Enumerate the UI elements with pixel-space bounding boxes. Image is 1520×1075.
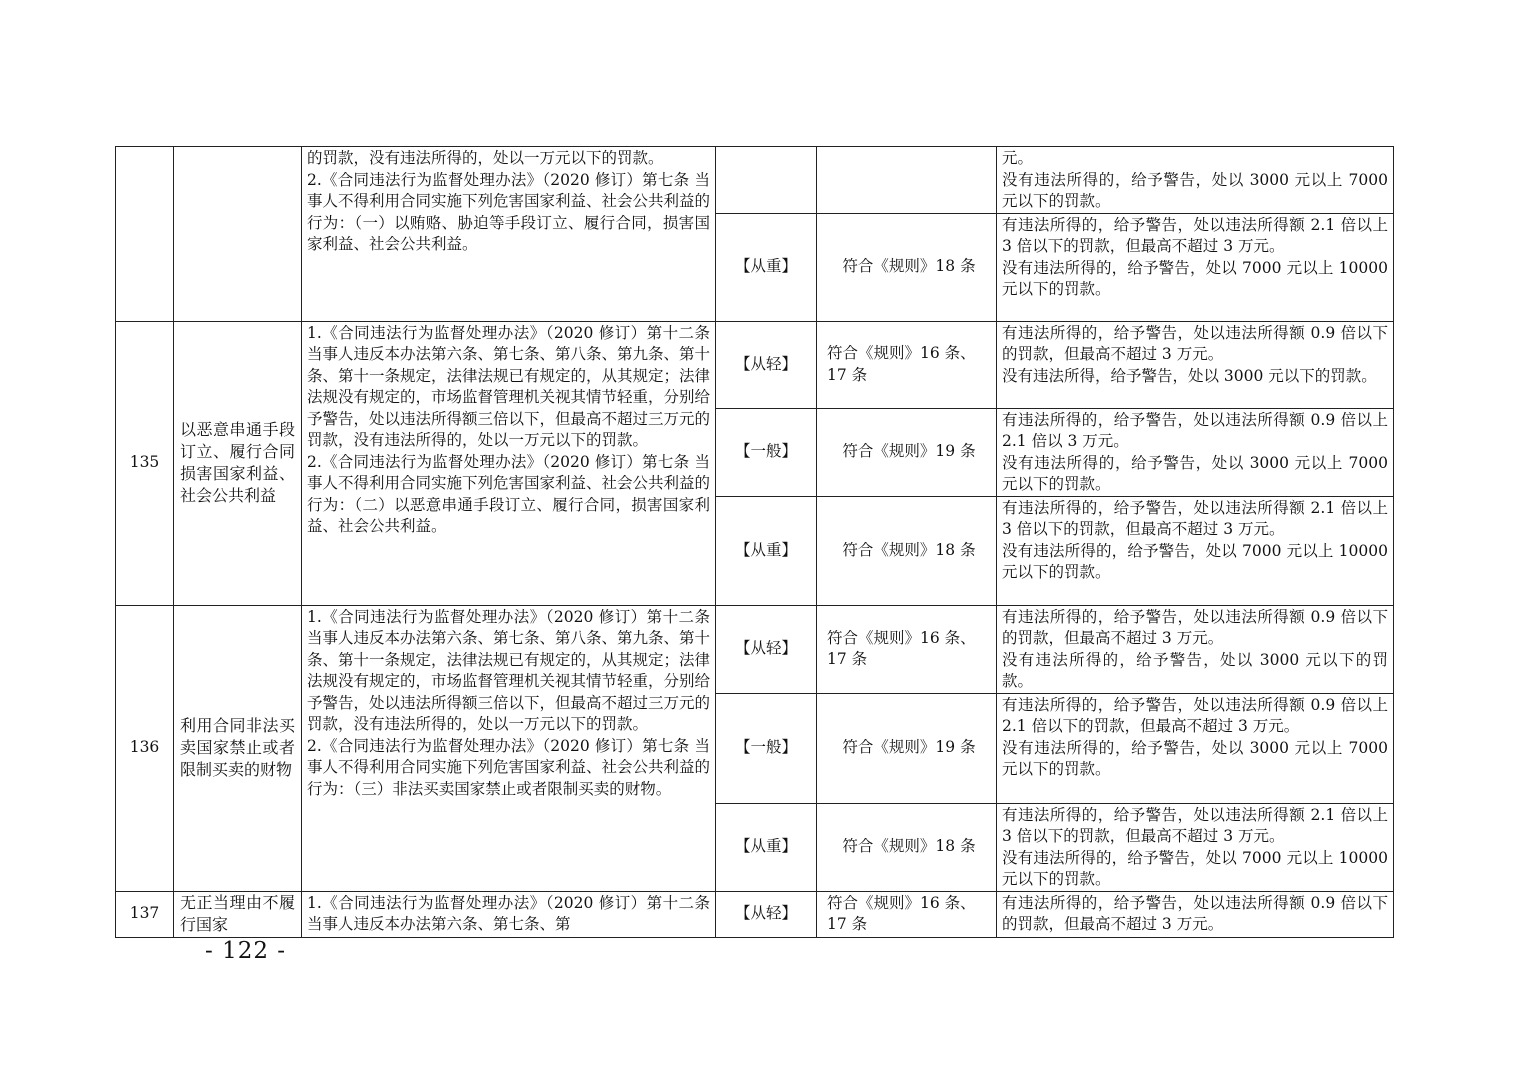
row-number xyxy=(116,147,174,322)
row-number: 137 xyxy=(116,891,174,937)
applicable-rule: 符合《规则》16 条、17 条 xyxy=(817,891,997,937)
discretion-level: 【从重】 xyxy=(716,803,817,891)
legal-basis xyxy=(302,147,716,322)
discretion-level xyxy=(716,147,817,214)
legal-paragraph: 2.《合同违法行为监督处理办法》（2020 修订）第七条 当事人不得利用合同实施下列危害国家利益、社会公共利益的行为：（二）以恶意串通手段订立、履行合同，损害国家利益、社会公共利益。 xyxy=(307,452,711,535)
penalty-line: 有违法所得的，给予警告，处以违法所得额 0.9 倍以上 2.1 倍以下的罚款，但最高不超过 3 万元。 xyxy=(1002,695,1388,735)
violation-name xyxy=(174,147,302,322)
table-row xyxy=(116,321,1394,408)
discretion-level: 【一般】 xyxy=(716,408,817,496)
legal-paragraph: 1.《合同违法行为监督处理办法》（2020 修订）第十二条 当事人违反本办法第六条、第七条、第八条、第九条、第十条、第十一条规定，法律法规已有规定的，从其规定；法律法规没有规定的，市场监督管理机关视其情节轻重，分别给予警告，处以违法所得额三倍以下，但最高不超过三万元的罚款，没有违法所得的，处以一万元以下的罚款。 xyxy=(307,607,711,733)
penalty-line: 没有违法所得的，给予警告，处以 7000 元以上 10000 元以下的罚款。 xyxy=(1002,848,1388,888)
table-row xyxy=(116,147,1394,214)
penalty-line: 没有违法所得的，给予警告，处以 3000 元以上 7000 元以下的罚款。 xyxy=(1002,170,1388,210)
penalty-standard xyxy=(997,605,1394,693)
applicable-rule xyxy=(817,147,997,214)
legal-basis xyxy=(302,321,716,605)
applicable-rule: 符合《规则》16 条、17 条 xyxy=(817,321,997,408)
penalty-line: 没有违法所得的，给予警告，处以 7000 元以上 10000 元以下的罚款。 xyxy=(1002,258,1388,298)
table-row xyxy=(116,605,1394,693)
penalty-line: 有违法所得的，给予警告，处以违法所得额 0.9 倍以下的罚款，但最高不超过 3 万元。 xyxy=(1002,893,1388,933)
penalty-line: 有违法所得的，给予警告，处以违法所得额 0.9 倍以下的罚款，但最高不超过 3 万元。 xyxy=(1002,323,1388,363)
table-row xyxy=(116,891,1394,937)
legal-basis xyxy=(302,605,716,891)
row-number: 136 xyxy=(116,605,174,891)
penalty-line: 元。 xyxy=(1002,149,1034,167)
penalty-line: 没有违法所得的，给予警告，处以 3000 元以下的罚款。 xyxy=(1002,650,1388,690)
penalty-line: 有违法所得的，给予警告，处以违法所得额 2.1 倍以上 3 倍以下的罚款，但最高不超过 3 万元。 xyxy=(1002,805,1388,845)
page-number: - 122 - xyxy=(205,938,287,964)
applicable-rule: 符合《规则》18 条 xyxy=(817,213,997,321)
legal-paragraph: 2.《合同违法行为监督处理办法》（2020 修订）第七条 当事人不得利用合同实施下列危害国家利益、社会公共利益的行为：（三）非法买卖国家禁止或者限制买卖的财物。 xyxy=(307,736,711,798)
penalty-standard xyxy=(997,321,1394,408)
legal-paragraph: 的罚款，没有违法所得的，处以一万元以下的罚款。 xyxy=(307,149,664,167)
applicable-rule: 符合《规则》16 条、17 条 xyxy=(817,605,997,693)
discretion-level: 【从轻】 xyxy=(716,891,817,937)
penalty-line: 没有违法所得的，给予警告，处以 7000 元以上 10000 元以下的罚款。 xyxy=(1002,541,1388,581)
applicable-rule: 符合《规则》18 条 xyxy=(817,803,997,891)
penalty-line: 没有违法所得的，给予警告，处以 3000 元以上 7000 元以下的罚款。 xyxy=(1002,738,1388,778)
penalty-standard xyxy=(997,693,1394,803)
discretion-level: 【从轻】 xyxy=(716,321,817,408)
row-number: 135 xyxy=(116,321,174,605)
penalty-standards-table xyxy=(115,146,1394,938)
legal-paragraph: 1.《合同违法行为监督处理办法》（2020 修订）第十二条 当事人违反本办法第六条、第七条、第 xyxy=(307,893,710,933)
legal-paragraph: 2.《合同违法行为监督处理办法》（2020 修订）第七条 当事人不得利用合同实施下列危害国家利益、社会公共利益的行为：（一）以贿赂、胁迫等手段订立、履行合同，损害国家利益、社会公共利益。 xyxy=(307,170,711,253)
applicable-rule: 符合《规则》19 条 xyxy=(817,693,997,803)
penalty-line: 有违法所得的，给予警告，处以违法所得额 2.1 倍以上 3 倍以下的罚款，但最高不超过 3 万元。 xyxy=(1002,215,1388,255)
penalty-line: 有违法所得的，给予警告，处以违法所得额 0.9 倍以上 2.1 倍以 3 万元。 xyxy=(1002,410,1388,450)
applicable-rule: 符合《规则》18 条 xyxy=(817,496,997,605)
discretion-level: 【一般】 xyxy=(716,693,817,803)
discretion-level: 【从轻】 xyxy=(716,605,817,693)
penalty-line: 有违法所得的，给予警告，处以违法所得额 2.1 倍以上 3 倍以下的罚款，但最高不超过 3 万元。 xyxy=(1002,498,1388,538)
penalty-standard xyxy=(997,213,1394,321)
penalty-standard xyxy=(997,496,1394,605)
violation-name: 无正当理由不履行国家 xyxy=(174,891,302,937)
violation-name: 以恶意串通手段订立、履行合同损害国家利益、社会公共利益 xyxy=(174,321,302,605)
penalty-line: 没有违法所得，给予警告，处以 3000 元以下的罚款。 xyxy=(1002,366,1377,385)
penalty-standard xyxy=(997,803,1394,891)
legal-paragraph: 1.《合同违法行为监督处理办法》（2020 修订）第十二条 当事人违反本办法第六条、第七条、第八条、第九条、第十条、第十一条规定，法律法规已有规定的，从其规定；法律法规没有规定的，市场监督管理机关视其情节轻重，分别给予警告，处以违法所得额三倍以下，但最高不超过三万元的罚款，没有违法所得的，处以一万元以下的罚款。 xyxy=(307,323,711,449)
penalty-standard xyxy=(997,891,1394,937)
applicable-rule: 符合《规则》19 条 xyxy=(817,408,997,496)
penalty-standard xyxy=(997,147,1394,214)
discretion-level: 【从重】 xyxy=(716,496,817,605)
penalty-line: 没有违法所得的，给予警告，处以 3000 元以上 7000 元以下的罚款。 xyxy=(1002,453,1388,493)
discretion-level: 【从重】 xyxy=(716,213,817,321)
penalty-line: 有违法所得的，给予警告，处以违法所得额 0.9 倍以下的罚款，但最高不超过 3 万元。 xyxy=(1002,607,1388,647)
penalty-standard xyxy=(997,408,1394,496)
violation-name: 利用合同非法买卖国家禁止或者限制买卖的财物 xyxy=(174,605,302,891)
legal-basis xyxy=(302,891,716,937)
